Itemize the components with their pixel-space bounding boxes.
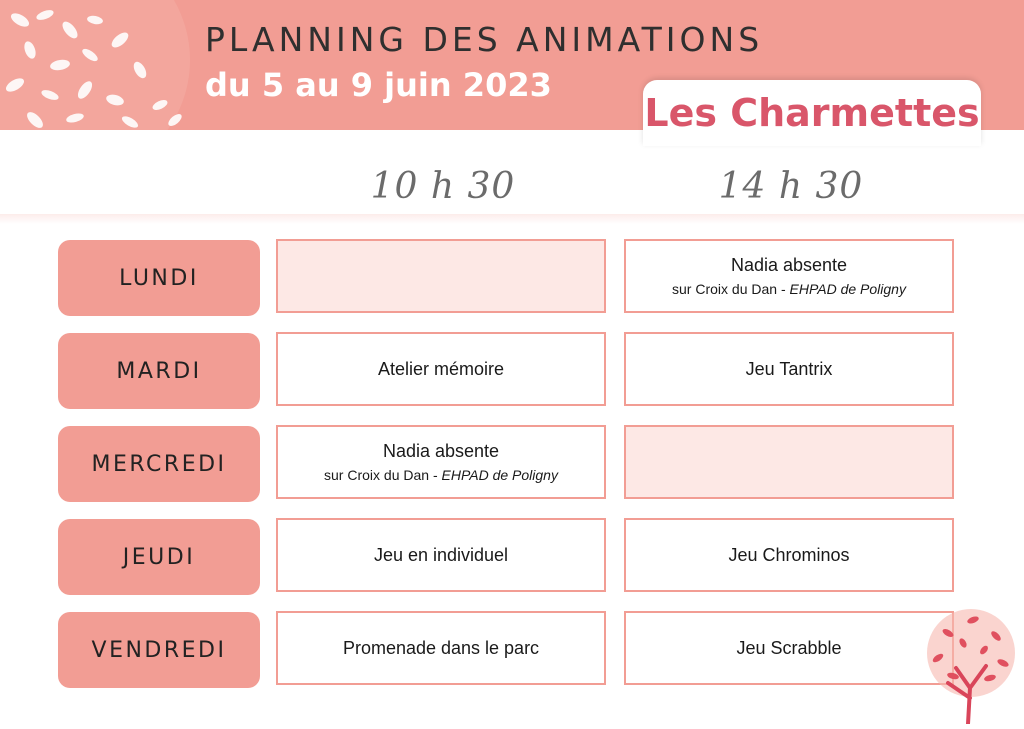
slot-title: Nadia absente bbox=[382, 441, 500, 461]
time-morning: 10 h 30 bbox=[370, 166, 516, 207]
page-title: PLANNING DES ANIMATIONS bbox=[205, 20, 764, 59]
slot-title: Jeu Chrominos bbox=[728, 544, 850, 565]
home-name: Les Charmettes bbox=[643, 80, 981, 146]
slot-morning bbox=[276, 611, 606, 685]
slot-title: Jeu Scrabble bbox=[736, 637, 842, 658]
slot-afternoon bbox=[624, 518, 954, 592]
slot-title: Jeu Tantrix bbox=[745, 358, 833, 379]
leaf-cluster-icon bbox=[0, 0, 200, 130]
slot-title: Jeu en individuel bbox=[373, 544, 509, 565]
slot-morning bbox=[276, 239, 606, 313]
divider bbox=[0, 214, 1024, 224]
day-label: MARDI bbox=[58, 333, 260, 409]
day-label: MERCREDI bbox=[58, 426, 260, 502]
slot-morning bbox=[276, 332, 606, 406]
slot-afternoon bbox=[624, 239, 954, 313]
date-range: du 5 au 9 juin 2023 bbox=[205, 66, 552, 104]
slot-detail: sur Croix du Dan - EHPAD de Poligny bbox=[672, 281, 906, 297]
day-label: JEUDI bbox=[58, 519, 260, 595]
slot-detail: sur Croix du Dan - EHPAD de Poligny bbox=[324, 467, 558, 483]
slot-afternoon bbox=[624, 611, 954, 685]
slot-afternoon bbox=[624, 425, 954, 499]
slot-title: Promenade dans le parc bbox=[342, 637, 540, 658]
day-label: LUNDI bbox=[58, 240, 260, 316]
slot-morning bbox=[276, 518, 606, 592]
slot-title: Atelier mémoire bbox=[377, 358, 505, 379]
day-label: VENDREDI bbox=[58, 612, 260, 688]
slot-title: Nadia absente bbox=[730, 255, 848, 275]
slot-morning bbox=[276, 425, 606, 499]
tree-icon bbox=[918, 608, 1024, 724]
time-afternoon: 14 h 30 bbox=[718, 166, 864, 207]
slot-afternoon bbox=[624, 332, 954, 406]
